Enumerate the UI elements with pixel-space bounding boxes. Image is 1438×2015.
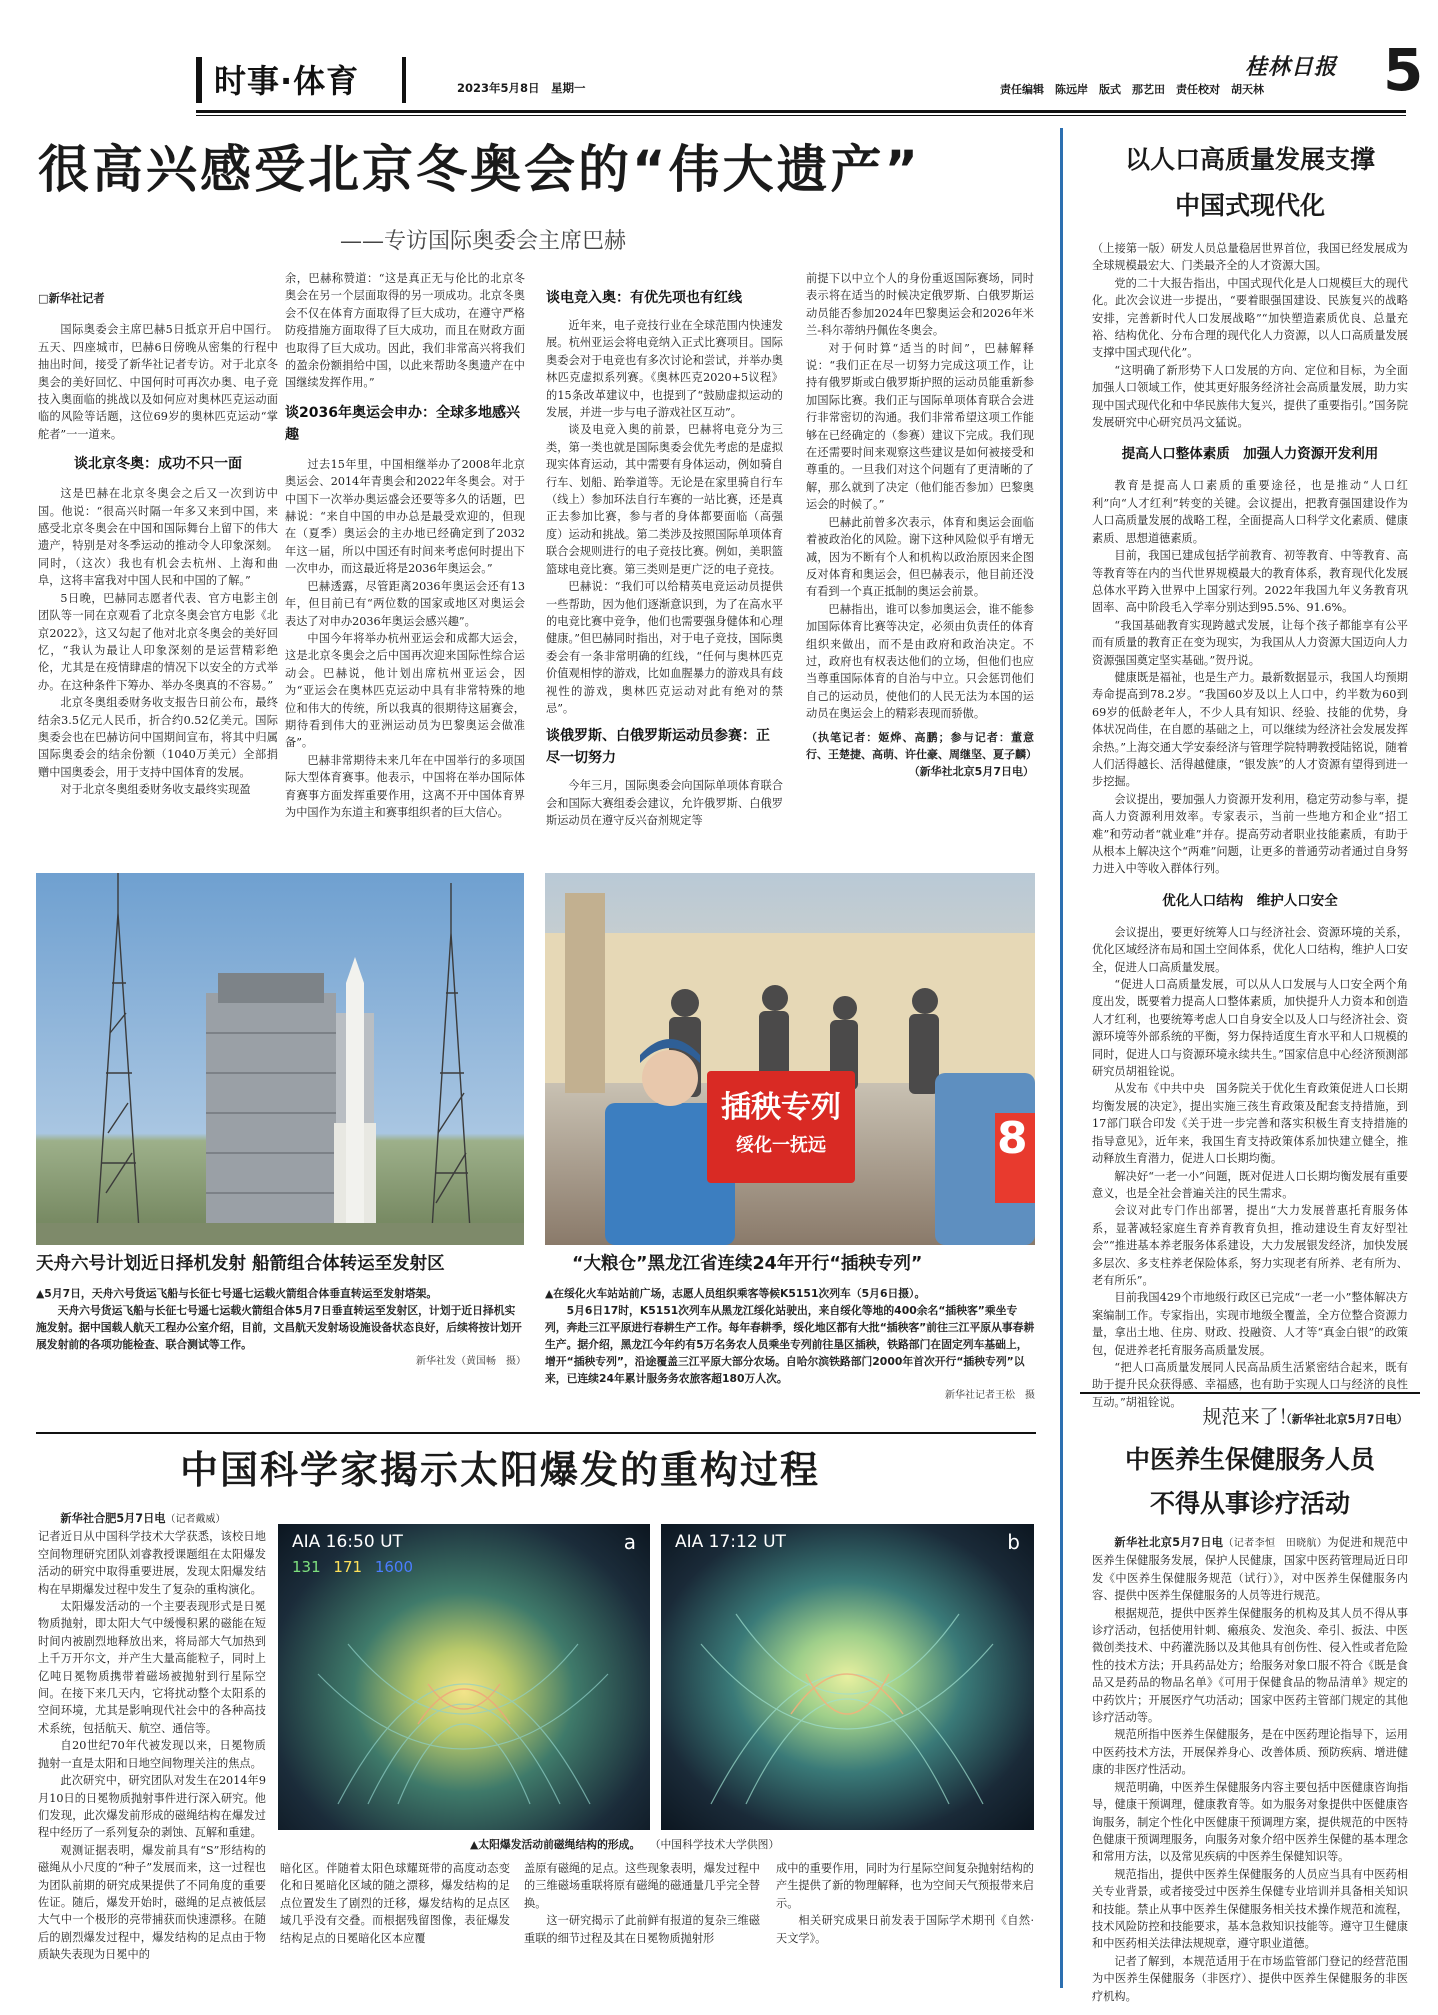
solar-panel-a <box>278 1524 650 1830</box>
rice-train-photo <box>545 873 1035 1245</box>
paragraph: 自20世纪70年代被发现以来，日冕物质抛射一直是太阳和日地空间物理关注的焦点。 <box>38 1739 266 1770</box>
tcm-lead <box>1092 1534 1408 1605</box>
badge-number: 8 <box>997 1113 1028 1164</box>
lead-column-1 <box>38 290 278 855</box>
magnetic-loops-b <box>661 1524 1034 1830</box>
rocket-photo-title: 天舟六号计划近日择机发射 船箭组合体转运至发射区 <box>36 1254 445 1274</box>
column-divider <box>1060 128 1063 1988</box>
paper-name: 桂林日报 <box>1245 54 1338 80</box>
issue-date: 2023年5月8日 星期一 <box>457 81 586 95</box>
sun-column-4 <box>776 1860 1034 2000</box>
panel-a-letter: a <box>623 1530 636 1554</box>
paragraph: 党的二十大报告指出，中国式现代化是人口规模巨大的现代化。此次会议进一步提出，“要着眼强国建设、民族复兴的战略安排，完善新时代人口发展战略”“加快塑造素质优良、总量充裕、结构优化、分布合理的现代化人力资源，以人口高质量发展支撑中国式现代化”。 <box>1092 276 1408 360</box>
section-bar-right <box>402 57 406 103</box>
rice-train-caption <box>545 1285 1035 1415</box>
paragraph: 巴赫非常期待未来几年在中国举行的多项国际大型体育赛事。他表示，中国将在举办国际体育赛事方面发挥重要作用，这离不开中国体育界为中国作为东道主和赛事组织者的巨大信心。 <box>285 753 525 819</box>
lead-column-4 <box>806 270 1037 855</box>
subhead-russia-belarus: 谈俄罗斯、白俄罗斯运动员参赛：正尽一切努力 <box>546 728 770 767</box>
solar-panel-b <box>661 1524 1034 1830</box>
tcm-dateline-note: （记者李恒 田晓航） <box>1223 1538 1328 1549</box>
rocket-illustration <box>36 873 524 1245</box>
paragraph: 目前我国429个市地级行政区已完成“一老一小”整体解决方案编制工作。专家指出，实现市地级全覆盖，全方位整合资源力量，拿出土地、住房、财政、投融资、人才等“真金白银”的政策包，促进养老托育服务高质量发展。 <box>1092 1291 1408 1357</box>
subhead-2036-bid: 谈2036年奥运会申办：全球多地感兴趣 <box>285 404 520 443</box>
paragraph: 北京冬奥组委财务收支报告日前公布，最终结余3.5亿元人民币，折合约0.52亿美元。国际奥委会也在巴赫访问中国期间宣布，将其中归属国际奥委会的结余份额（1040万美元）全部捐赠中国奥委会，用于支持中国体育的发展。 <box>38 696 278 779</box>
tcm-kicker: 规范来了！ <box>1202 1406 1298 1428</box>
tcm-lead-text: 为促进和规范中医养生保健服务发展，保护人民健康，国家中医药管理局近日印发《中医养生保健服务规范（试行）》，对中医养生保健服务内容、提供中医养生保健服务的人员等进行规范。 <box>1092 1536 1408 1603</box>
band-1600: 1600 <box>374 1558 414 1576</box>
caption-body: 5月6日17时，K5151次列车从黑龙江绥化站驶出，来自绥化等地的400余名“插秧客”乘坐专列，奔赴三江平原进行春耕生产工作。每年春耕季，绥化地区都有大批“插秧客”前往三江平原从事春耕生产。据介绍，黑龙江今年约有5万名务农人员乘坐专列前往垦区插秧，铁路部门在固定列车基础上，增开“插秧专列”，沿途覆盖三江平原大部分农场。自哈尔滨铁路部门2000年首次开行“插秧专列”以来，已连续24年累计服务务农旅客超180万人次。 <box>545 1304 1035 1385</box>
sun-column-1 <box>38 1510 266 2000</box>
subhead-beijing-winter-olympics: 谈北京冬奥：成功不只一面 <box>74 456 242 473</box>
paragraph: 从发布《中共中央 国务院关于优化生育政策促进人口长期均衡发展的决定》，提出实施三孩生育政策及配套支持措施，到17部门联合印发《关于进一步完善和落实积极生育支持措施的指导意见》，近年来，我国生育支持政策体系加快建立健全，推动释放生育潜力，促进人口长期均衡。 <box>1092 1082 1408 1166</box>
rice-train-illustration <box>545 873 1035 1245</box>
paragraph: 近年来，电子竞技行业在全球范围内快速发展。杭州亚运会将电竞纳入正式比赛项目。国际奥委会对于电竞也有多次讨论和尝试，并举办奥林匹克虚拟系列赛。《奥林匹克2020+5议程》的15条改革建议中，也提到了“鼓励虚拟运动的发展，并进一步与电子游戏社区互动”。 <box>546 319 783 420</box>
paragraph: 规范指出，提供中医养生保健服务的人员应当具有中医药相关专业背景，或者接受过中医养生保健专业培训并具备相关知识和技能。禁止从事中医养生保健服务相关技术操作规范和流程，技术风险防控和技能要求，基本急救知识技能等。遵守卫生健康和中医药相关法律法规规章，遵守职业道德。 <box>1092 1867 1408 1951</box>
paragraph: 会议对此专门作出部署，提出“大力发展普惠托育服务体系，显著减轻家庭生育养育教育负担，推动建设生育友好型社会”“推进基本养老服务体系建设，大力发展银发经济，加快发展多层次、多支柱养老保险体系，努力实现老有所养、老有所为、老有所乐”。 <box>1092 1204 1408 1287</box>
right-headline-line-2: 中国式现代化 <box>1174 191 1325 220</box>
paragraph: 5日晚，巴赫同志愿者代表、官方电影主创团队等一同在京观看了北京冬奥会官方电影《北京2022》，这又勾起了他对北京冬奥会的美好回忆，“我认为最让人印象深刻的是运营精彩绝伦，尤其是在疫情肆虐的情况下以安全的方式举办。在这种条件下筹办、举办冬奥真的不容易。” <box>38 591 278 692</box>
section-bar <box>196 57 202 103</box>
paragraph: 余，巴赫称赞道：“这是真正无与伦比的北京冬奥会在另一个层面取得的另一项成功。北京冬奥会不仅在体育方面取得了巨大成功，在遵守严格防疫措施方面取得了巨大成功，而且在财政方面也取得了巨大成功。因此，我们非常高兴将我们的盈余份额捐给中国，以此来帮助冬奥遗产在中国继续发挥作用。” <box>285 272 525 390</box>
sign-main-text: 插秧专列 <box>721 1090 841 1125</box>
paragraph: “促进人口高质量发展，可以从人口发展与人口安全两个角度出发，既要着力提高人口整体素质，加快提升人力资本和创造人才红利，也要统筹考虑人口自身安全以及人口与经济社会、资源环境等外部系统的平衡，努力保持适度生育水平和人口规模的同时，促进人口与资源环境永续共生。”国家信息中心经济预测部研究员胡祖铨说。 <box>1092 978 1408 1079</box>
panel-a-bands <box>292 1558 413 1576</box>
solar-figure-caption <box>470 1836 1030 1856</box>
panel-b-timestamp: AIA 17:12 UT <box>675 1532 786 1552</box>
rocket-launch-photo <box>36 873 524 1245</box>
rice-train-title: “大粮仓”黑龙江省连续24年开行“插秧专列” <box>572 1254 923 1274</box>
paragraph: 健康既是福祉，也是生产力。最新数据显示，我国人均预期寿命提高到78.2岁。“我国60岁及以上人口中，约半数为60到69岁的低龄老年人，不少人具有知识、经验、技能的优势，身体状况尚佳，在自愿的基础之上，可以继续为经济社会发展发挥余热。”上海交通大学安泰经济与管理学院特聘教授陆铭说，随着人们活得越长、活得越健康，“银发族”的人才资源有望得到进一步挖掘。 <box>1092 670 1408 789</box>
right-section-rule <box>1080 1392 1420 1394</box>
paragraph: 对于北京冬奥组委财务收支最终实现盈 <box>60 783 251 797</box>
tcm-headline-line-1: 中医养生保健服务人员 <box>1124 1445 1375 1474</box>
paragraph: 巴赫此前曾多次表示，体育和奥运会面临着被政治化的风险。谢下这种风险似乎有增无减，因为不断有个人和机构以政治原因来企图反对体育和奥运会，但巴赫表示，他目前还没有看到一个真正抵制的奥运会前景。 <box>806 515 1034 599</box>
paragraph: 今年三月，国际奥委会向国际单项体育联合会和国际大赛组委会建议，允许俄罗斯、白俄罗斯运动员在遵守反兴奋剂规定等 <box>546 779 783 828</box>
subhead-esports: 谈电竞入奥：有优先项也有红线 <box>546 290 742 306</box>
paragraph: 巴赫说：“我们可以给精英电竞运动员提供一些帮助，因为他们逐渐意识到，为了在高水平的电竞比赛中竞争，他们也需要强身健体和心理健康。”但巴赫同时指出，对于电子竞技，国际奥委会有一条非常明确的红线，“任何与奥林匹克价值观相悖的游戏，比如血腥暴力的游戏具有歧视性的游戏，奥林匹克运动对此有绝对的禁忌”。 <box>546 580 783 715</box>
lead-subhead: ——专访国际奥委会主席巴赫 <box>340 229 627 254</box>
paragraph: 巴赫透露，尽管距离2036年奥运会还有13年，但目前已有“两位数的国家或地区对奥运会表达了对申办2036年奥运会感兴趣”。 <box>285 579 525 628</box>
paragraph: 相关研究成果日前发表于国际学术期刊《自然·天文学》。 <box>776 1914 1034 1945</box>
lead-dateline: （新华社北京5月7日电） <box>908 765 1034 779</box>
paragraph: 会议提出，要更好统筹人口与经济社会、资源环境的关系，优化区域经济布局和国土空间体系，优化人口结构，维护人口安全，促进人口高质量发展。 <box>1092 925 1408 974</box>
band-131: 131 <box>292 1558 321 1576</box>
section-title: 时事·体育 <box>214 62 360 100</box>
paragraph: 记者了解到，本规范适用于在市场监管部门登记的经营范围为中医养生保健服务（非医疗）、提供中医养生保健服务的非医疗机构。 <box>1092 1954 1408 2003</box>
paragraph: 根据规范，提供中医养生保健服务的机构及其人员不得从事诊疗活动，包括使用针刺、瘢痕灸、发泡灸、牵引、扳法、中医微创类技术、中药灌洗肠以及其他具有创伤性、侵入性或者危险性的技术方法；开具药品处方；给服务对象口服不符合《既是食品又是药品的物品名单》《可用于保健食品的物品清单》规定的中药饮片；开展医疗气功活动；国家中医药主管部门规定的其他诊疗活动等。 <box>1092 1606 1408 1725</box>
paragraph: 规范所指中医养生保健服务，是在中医药理论指导下，运用中医药技术方法，开展保养身心、改善体质、预防疾病、增进健康的非医疗性活动。 <box>1092 1728 1408 1777</box>
paragraph: 解决好“一老一小”问题，既对促进人口长期均衡发展有重要意义，也是全社会普遍关注的民生需求。 <box>1092 1169 1408 1200</box>
paragraph: 这是巴赫在北京冬奥会之后又一次到访中国。他说：“很高兴时隔一年多又来到中国，来感受北京冬奥会在中国和国际舞台上留下的伟大遗产，特别是对冬季运动的推动令人印象深刻。同时，（这次）我也有机会去杭州、上海和曲阜，这将丰富我对中国人民和中国的了解。” <box>38 487 278 588</box>
paragraph: 谈及电竞入奥的前景，巴赫将电竞分为三类，第一类也就是国际奥委会优先考虑的是虚拟现实体育运动，其中需要有身体运动，例如骑自行车、划船、跆拳道等。无论是在家里骑自行车（线上）参加环法自行车赛的一站比赛，还是真正去参加比赛，参与者的身体都要面临（高强度）运动和挑战。第二类涉及按照国际单项体育联合会规则进行的电子竞技比赛。例如，美职篮篮球电竞比赛。第三类则是更广泛的电子竞技。 <box>546 423 783 576</box>
header-rule-thin <box>196 115 1406 116</box>
subhead-population-quality: 提高人口整体素质 加强人力资源开发利用 <box>1121 446 1379 463</box>
caption-body: 天舟六号货运飞船与长征七号遥七运载火箭组合体5月7日垂直转运至发射区，计划于近日择机实施发射。据中国载人航天工程办公室介绍，目前，文昌航天发射场设施设备状态良好，后续将按计划开展发射前的各项功能检查、联合测试等工作。 <box>36 1304 522 1351</box>
section-rule <box>36 1432 1036 1434</box>
panel-a-timestamp: AIA 16:50 UT <box>292 1532 403 1552</box>
caption-lead: ▲5月7日，天舟六号货运飞船与长征七号遥七运载火箭组合体垂直转运至发射塔架。 <box>36 1287 438 1300</box>
paragraph: 教育是提高人口素质的重要途径，也是推动“人口红利”向“人才红利”转变的关键。会议提出，把教育强国建设作为人口高质量发展的战略工程，全面提高人口科学文化素质、健康素质、思想道德素质。 <box>1092 479 1408 545</box>
paragraph: （上接第一版）研发人员总量稳居世界首位，我国已经发展成为全球规模最宏大、门类最齐全的人才资源大国。 <box>1092 242 1408 273</box>
paragraph: 此次研究中，研究团队对发生在2014年9月10日的日冕物质抛射事件进行深入研究。他们发现，此次爆发前形成的磁绳结构在爆发过程中经历了一系列复杂的剥蚀、瓦解和重建。 <box>38 1774 266 1840</box>
rocket-photo-caption <box>36 1285 526 1415</box>
paragraph: “把人口高质量发展同人民高品质生活紧密结合起来，既有助于提升民众获得感、幸福感，也有助于实现人口与经济的良性互动。”胡祖铨说。 <box>1092 1360 1408 1409</box>
figure-credit: （中国科学技术大学供图） <box>649 1838 780 1851</box>
sun-lead <box>38 1510 266 1528</box>
paragraph: 这一研究揭示了此前鲜有报道的复杂三维磁重联的细节过程及其在日冕物质抛射形 <box>524 1914 760 1945</box>
band-171: 171 <box>333 1558 363 1576</box>
header-rule <box>196 110 1406 113</box>
paragraph: 暗化区。伴随着太阳色球耀斑带的高度动态变化和日冕暗化区域的随之漂移，爆发结构的足点位置发生了剧烈的迁移，爆发结构的足点区域几乎没有交叠。而根据残留图像，表征爆发结构足点的日冕暗化区本应覆 <box>280 1862 510 1945</box>
paragraph: 观测证据表明，爆发前具有“S”形结构的磁绳从小尺度的“种子”发展而来，这一过程也为团队前期的研究成果提供了不同角度的重要佐证。随后，爆发开始时，磁绳的足点被低层大气中一个极形的亮带捕获而快速漂移。在随后的剧烈爆发过程中，爆发结构的足点由于物质缺失表现为日冕中的 <box>38 1843 266 1962</box>
paragraph: 记者近日从中国科学技术大学获悉，该校日地空间物理研究团队刘睿教授课题组在太阳爆发活动的研究中取得重要进展，发现太阳爆发结构在早期爆发过程中发生了复杂的重构演化。 <box>38 1530 266 1596</box>
rice-train-sign <box>707 1071 855 1183</box>
paragraph: “这明确了新形势下人口发展的方向、定位和目标，为全面加强人口领域工作，使其更好服务经济社会高质量发展，助力实现中国式现代化和中华民族伟大复兴，提供了重要指引。”国务院发展研究中心研究员冯文猛说。 <box>1092 363 1408 430</box>
paragraph: 对于何时算“适当的时间”，巴赫解释说：“我们正在尽一切努力完成这项工作，让持有俄罗斯或白俄罗斯护照的运动员能重新参加国际比赛。我们正与国际单项体育联合会进行非常密切的沟通。我们非常希望这项工作能够在已经确定的（参赛）建议下完成。我们现在还需要时间来观察这些建议是如何被接受和尊重的。一旦我们对这个问题有了更清晰的了解，那么就到了决定（他们能否参加）巴黎奥运会的时候了。” <box>806 341 1034 512</box>
sun-dateline-note: （记者戴威） <box>165 1514 226 1525</box>
paragraph: 盖原有磁绳的足点。这些现象表明，爆发过程中的三维磁场重联将原有磁绳的磁通量几乎完全替换。 <box>524 1862 760 1910</box>
tcm-headline-line-2: 不得从事诊疗活动 <box>1149 1489 1350 1518</box>
paragraph: “我国基础教育实现跨越式发展，让每个孩子都能享有公平而有质量的教育正在变为现实，为我国从人力资源大国迈向人力资源强国奠定坚实基础。”贺丹说。 <box>1092 618 1408 667</box>
paragraph: 前提下以中立个人的身份重返国际赛场，同时表示将在适当的时候决定俄罗斯、白俄罗斯运动员能否参加2024年巴黎奥运会和2026年米兰-科尔蒂纳丹佩佐冬奥会。 <box>806 272 1034 338</box>
lead-column-2 <box>285 270 525 855</box>
editor-credits: 责任编辑 陈远岸 版式 那艺田 责任校对 胡天林 <box>1000 83 1264 96</box>
byline: □新华社记者 <box>38 292 105 305</box>
tcm-dateline: 新华社北京5月7日电 <box>1114 1536 1224 1549</box>
photo-credit: 新华社发（黄国畅 摄） <box>416 1356 526 1367</box>
paragraph: 目前，我国已建成包括学前教育、初等教育、中等教育、高等教育等在内的当代世界规模最大的教育体系，教育现代化发展总体水平跨入世界中上国家行列。2022年我国九年义务教育巩固率、高中阶段毛入学率分别达到95.5%、91.6%。 <box>1092 549 1408 615</box>
subhead-population-structure: 优化人口结构 维护人口安全 <box>1162 892 1338 909</box>
reporters: （执笔记者：姬烨、高鹏；参与记者：董意行、王楚捷、高萌、许仕豪、周继坚、夏子麟） <box>806 730 1037 761</box>
paragraph: 巴赫指出，谁可以参加奥运会，谁不能参加国际体育比赛等决定，必须由负责任的体育组织来做出，而不是由政府和政治决定。不过，政府也有权表达他们的立场，但他们也应当尊重国际体育的自治与中立。只会惩罚他们自己的运动员，使他们的人民无法为本国的运动员在奥运会上的精彩表现而骄傲。 <box>806 602 1034 721</box>
lead-headline: 很高兴感受北京冬奥会的“伟大遗产” <box>38 141 922 200</box>
sun-column-3 <box>524 1860 760 2000</box>
tcm-article <box>1092 1534 1408 2004</box>
photo-credit: 新华社记者王松 摄 <box>945 1390 1035 1401</box>
paragraph: 会议提出，要加强人力资源开发利用，稳定劳动参与率，提高人力资源利用效率。专家表示，当前一些地方和企业“招工难”和劳动者“就业难”并存。提高劳动者职业技能素质，有助于从根本上解决这个“两难”问题，让更多的普通劳动者通过自身努力进入中等收入群体行列。 <box>1092 792 1408 876</box>
paragraph: 规范明确，中医养生保健服务内容主要包括中医健康咨询指导，健康干预调理，健康教育等。如为服务对象提供中医健康咨询服务，制定个性化中医健康干预调理方案，提供规范的中医特色健康干预调理服务，向服务对象介绍中医养生保健的基本理念和常用方法，以及常见疾病的中医养生保健知识等。 <box>1092 1780 1408 1864</box>
figure-caption-text: ▲太阳爆发活动前磁绳结构的形成。 <box>470 1838 641 1851</box>
paragraph: 过去15年里，中国相继举办了2008年北京奥运会、2014年青奥会和2022年冬奥会。对于中国下一次举办奥运盛会还要等多久的话题，巴赫说：“来自中国的申办总是最受欢迎的，但现在（夏季）奥运会的主办地已经确定到了2032年这一届，所以中国还有时间来考虑何时提出下一次申办，而这最近将是2036年奥运会。” <box>285 457 525 576</box>
lead-column-3 <box>546 287 783 855</box>
page-number: 5 <box>1383 36 1424 104</box>
paragraph: 成中的重要作用，同时为行星际空间复杂抛射结构的产生提供了新的物理解释，也为空间天气预报带来启示。 <box>776 1862 1034 1910</box>
paragraph: 太阳爆发活动的一个主要表现形式是日冕物质抛射，即太阳大气中缓慢积累的磁能在短时间内被剧烈地释放出来，将局部大气加热到上千万开尔文，并产生大量高能粒子，同时上亿吨日冕物质携带着磁场被抛射到行星际空间。在接下来几天内，它将扰动整个太阳系的空间环境，尤其是影响现代社会中的各种高技术系统，包括航天、航空、通信等。 <box>38 1600 266 1735</box>
sign-route-text: 绥化一抚远 <box>736 1135 826 1156</box>
sun-column-2 <box>280 1860 510 2000</box>
sun-headline: 中国科学家揭示太阳爆发的重构过程 <box>180 1448 821 1492</box>
paragraph: 国际奥委会主席巴赫5日抵京开启中国行。五天、四座城市，巴赫6日傍晚从密集的行程中抽出时间，接受了新华社记者专访。对于北京冬奥会的美好回忆、中国何时可再次办奥、电子竞技入奥面临的挑战以及如何应对奥林匹克运动面临的风险等话题，这位69岁的奥林匹克运动“掌舵者”一一道来。 <box>38 323 278 441</box>
sun-dateline: 新华社合肥5月7日电 <box>60 1512 166 1525</box>
paragraph: 中国今年将举办杭州亚运会和成都大运会，这是北京冬奥会之后中国再次迎来国际性综合运动会。巴赫说，他计划出席杭州亚运会，因为“亚运会在奥林匹克运动中具有非常特殊的地位和伟大的传统，所以我真的很期待这届赛会，期待看到伟大的亚洲运动员为巴黎奥运会做准备”。 <box>285 631 525 750</box>
panel-b-letter: b <box>1007 1530 1020 1554</box>
caption-lead: ▲在绥化火车站站前广场，志愿人员组织乘客等候K5151次列车（5月6日摄）。 <box>545 1287 926 1300</box>
right-headline-line-1: 以人口高质量发展支撑 <box>1124 145 1375 174</box>
population-dateline: （新华社北京5月7日电） <box>1280 1413 1408 1427</box>
